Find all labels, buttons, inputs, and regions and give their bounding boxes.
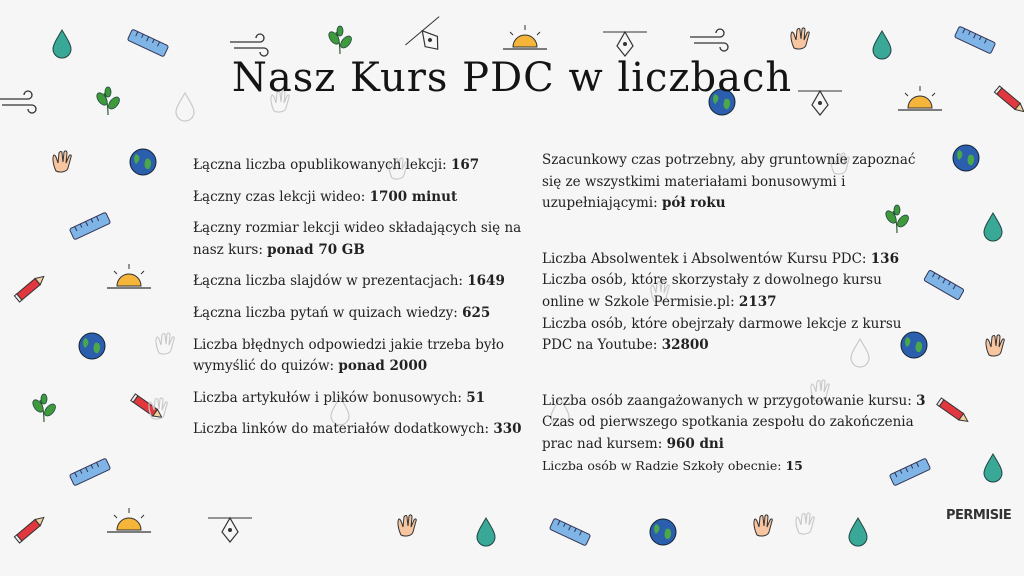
stat-video-size: Łączny rozmiar lekcji wideo składających się na nasz kurs: ponad 70 GB: [193, 220, 522, 258]
right-stats-column: [542, 150, 927, 476]
stat-wrong-answers: Liczba błędnych odpowiedzi jakie trzeba było wymyślić do quizów: ponad 2000: [193, 336, 504, 375]
stat-school-users: Liczba osób, które skorzystały z dowolnego kursu online w Szkole Permisie.pl: 2137: [542, 272, 882, 310]
stat-study-time: Szacunkowy czas potrzebny, aby gruntownie zapoznać się ze wszystkimi materiałami bonusowymi i uzupełniającymi: pół roku: [542, 152, 916, 212]
left-stats-column: [193, 155, 523, 441]
stat-graduates: Liczba Absolwentek i Absolwentów Kursu PDC: 136: [542, 250, 899, 267]
permisie-logo: PERMISIE: [946, 508, 1012, 523]
stat-video-time: Łączny czas lekcji wideo: 1700 minut: [193, 188, 458, 205]
stat-team-size: Liczba osób zaangażowanych w przygotowanie kursu: 3: [542, 392, 926, 409]
stat-quiz-questions: Łączna liczba pytań w quizach wiedzy: 625: [193, 304, 491, 321]
stat-school-council: Liczba osób w Radzie Szkoły obecnie: 15: [542, 457, 803, 473]
stat-slides: Łączna liczba slajdów w prezentacjach: 1649: [193, 273, 505, 290]
stat-youtube-viewers: Liczba osób, które obejrzały darmowe lekcje z kursu PDC na Youtube: 32800: [542, 315, 902, 354]
stat-links: Liczba linków do materiałów dodatkowych: 330: [193, 421, 522, 438]
page-title: Nasz Kurs PDC w liczbach: [231, 55, 793, 101]
stat-lessons: Łączna liczba opublikowanych lekcji: 167: [193, 157, 480, 173]
stat-project-duration: Czas od pierwszego spotkania zespołu do zakończenia prac nad kursem: 960 dni: [542, 414, 914, 452]
stat-articles: Liczba artykułów i plików bonusowych: 51: [193, 389, 486, 406]
